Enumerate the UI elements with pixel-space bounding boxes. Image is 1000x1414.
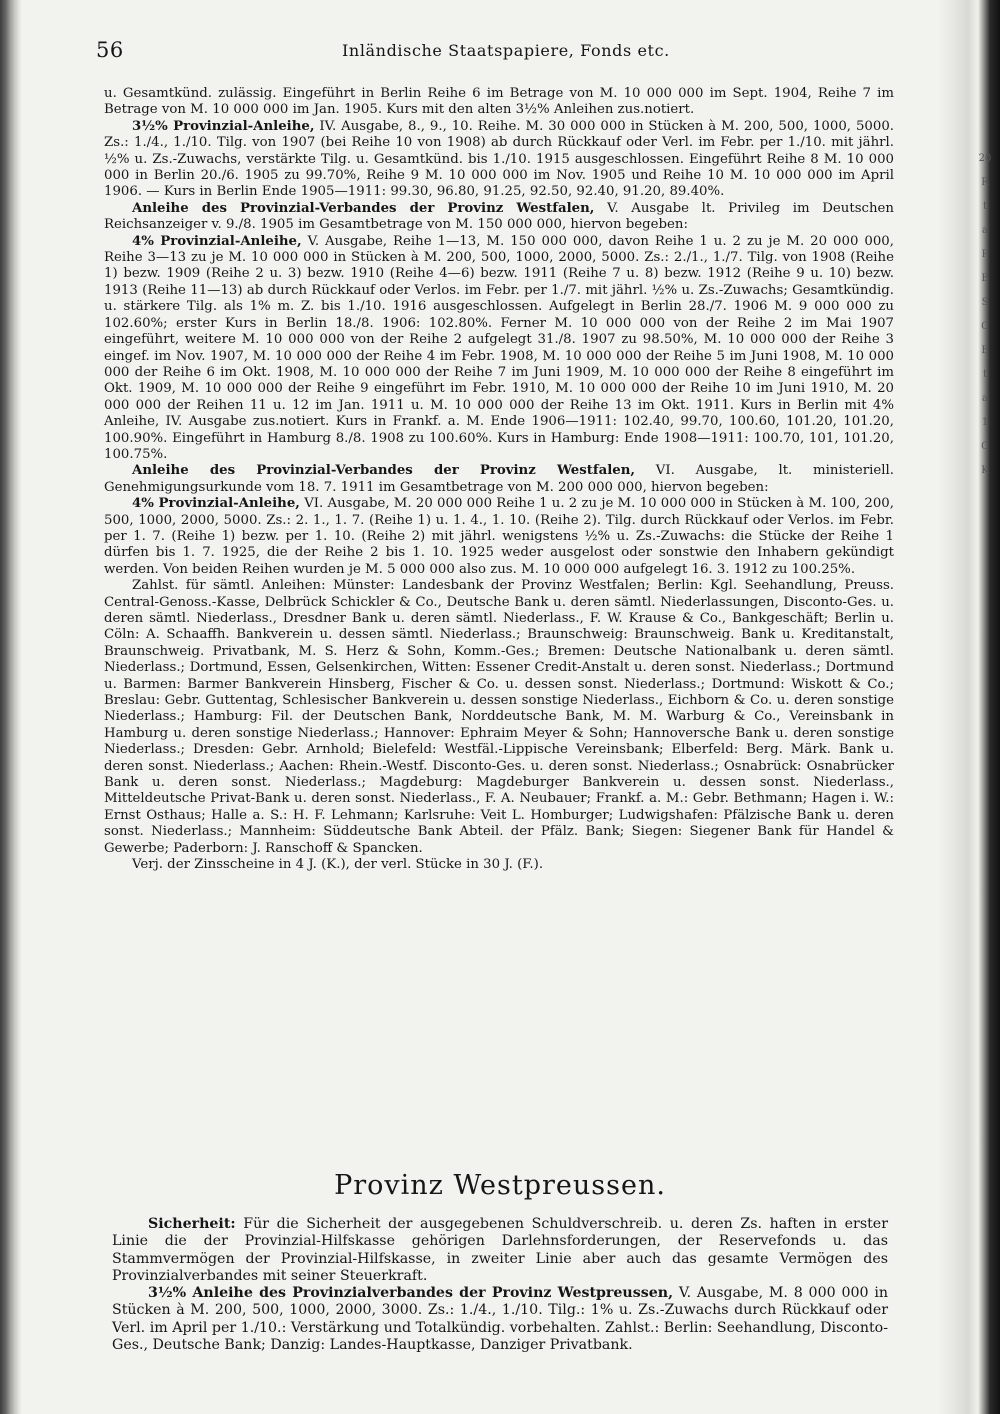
section-paragraph xyxy=(112,1216,888,1285)
margin-fragment: C xyxy=(981,321,989,332)
margin-fragment: C xyxy=(981,441,989,452)
margin-fragment: P xyxy=(981,249,989,260)
paragraph-text: V. Ausgabe lt. Privileg im Deutschen Reichsanzeiger v. 9./8. 1905 im Gesamtbetrage von M. 150 000 000, hiervon begeben: xyxy=(104,200,894,233)
paragraph-heading: 3½% Provinzial-Anleihe, xyxy=(132,118,315,134)
section-paragraph xyxy=(112,1285,888,1354)
margin-fragment: 1 xyxy=(981,417,989,428)
paragraph-text: V. Ausgabe, Reihe 1—13, M. 150 000 000, davon Reihe 1 u. 2 zu je M. 20 000 000, Reihe 3—13 zu je M. 10 000 000 in Stücken à M. 200, 500, 1000, 2000, 5000. Zs.: 2./1., 1./7. Tilg. von 1908 (Reihe 1) bezw. 1909 (Reihe 2 u. 3) bezw. 1910 (Reihe 4—6) bezw. 1911 (Reihe 7 u. 8) bezw. 1912 (Reihe 9 u. 10) bezw. 1913 (Reihe 11—13) ab durch Rückkauf oder Verlos. im Febr. per 1./7. mit jährl. ½% u. Zs.-Zuwachs; Gesamtkündig. u. stärkere Tilg. als 1% m. Z. bis 1./10. 1916 ausgeschlossen. Aufgelegt in Berlin 28./7. 1906 M. 9 000 000 zu 102.60%; erster Kurs in Berlin 18./8. 1906: 102.80%. Ferner M. 10 000 000 von der Reihe 2 im Mai 1907 eingeführt, weitere M. 10 000 000 von der Reihe 2 aufgelegt 31./8. 1907 zu 98.50%, M. 10 000 000 der Reihe 3 eingef. im Nov. 1907, M. 10 000 000 der Reihe 4 im Febr. 1908, M. 10 000 000 der Reihe 5 im Juni 1908, M. 10 000 000 der Reihe 6 im Okt. 1908, M. 10 000 000 der Reihe 7 im Juni 1909, M. 10 000 000 der Reihe 8 eingeführt im Okt. 1909, M. 10 000 000 der Reihe 9 eingeführt im Febr. 1910, M. 10 000 000 der Reihe 10 im Juni 1910, M. 20 000 000 der Reihen 11 u. 12 im Jan. 1911 u. M. 10 000 000 der Reihe 13 im Okt. 1911. Kurs in Berlin mit 4% Anleihe, IV. Ausgabe zus.notiert. Kurs in Frankf. a. M. Ende 1906—1911: 102.40, 99.70, 100.60, 101.20, 101.20, 100.90%. Eingeführt in Hamburg 8./8. 1908 zu 100.60%. Kurs in Hamburg: Ende 1908—1911: 100.70, 101, 101.20, 100.75%. xyxy=(104,233,894,462)
body-paragraph xyxy=(104,463,894,496)
paragraph-text: IV. Ausgabe, 8., 9., 10. Reihe. M. 30 000 000 in Stücken à M. 200, 500, 1000, 5000. Zs.: 1./4., 1./10. Tilg. von 1907 (bei Reihe 10 von 1908) ab durch Rückkauf oder Verl. im Febr. per 1./10. mit jährl. ½% u. Zs.-Zuwachs, verstärkte Tilg. u. Gesamtkünd. bis 1./10. 1915 ausgeschlossen. Eingeführt Reihe 8 M. 10 000 000 in Berlin 20./6. 1905 zu 99.70%, Reihe 9 M. 10 000 000 im Nov. 1905 und Reihe 10 M. 10 000 000 im April 1906. — Kurs in Berlin Ende 1905—1911: 99.30, 96.80, 91.25, 92.50, 92.40, 91.20, 89.40%. xyxy=(104,118,895,200)
margin-fragment: a xyxy=(982,393,988,404)
paragraph-text: Verj. der Zinsscheine in 4 J. (K.), der verl. Stücke in 30 J. (F.). xyxy=(132,857,544,873)
paragraph-heading: 4% Provinzial-Anleihe, xyxy=(132,233,302,249)
paragraph-text: VI. Ausgabe, M. 20 000 000 Reihe 1 u. 2 zu je M. 10 000 000 in Stücken à M. 100, 200, 500, 1000, 2000, 5000. Zs.: 2. 1., 1. 7. (Reihe 1) u. 1. 4., 1. 10. (Reihe 2). Tilg. durch Rückkauf oder Verlos. im Febr. per 1. 7. (Reihe 1) bezw. per 1. 10. (Reihe 2) mit jährl. wenigstens ½% u. Zs.-Zuwachs: die Stücke der Reihe 1 dürfen bis 1. 7. 1925, die der Reihe 2 bis 1. 10. 1925 weder ausgelost oder sonstwie den Inhabern gekündigt werden. Von beiden Reihen wurden je M. 5 000 000 also zus. M. 10 000 000 aufgelegt 16. 3. 1912 zu 100.25%. xyxy=(104,496,894,577)
margin-fragment: K xyxy=(981,465,989,476)
adjacent-page-fragments xyxy=(978,150,992,480)
margin-fragment: S xyxy=(981,297,989,308)
margin-fragment: t xyxy=(982,201,988,212)
body-paragraph xyxy=(104,234,894,464)
body-paragraph xyxy=(104,578,894,857)
paragraph-heading: Anleihe des Provinzial-Verbandes der Provinz Westfalen, xyxy=(132,200,595,216)
body-paragraph xyxy=(104,857,894,873)
body-paragraph xyxy=(104,496,894,578)
running-head: Inländische Staatspapiere, Fonds etc. xyxy=(342,41,670,60)
body-paragraph xyxy=(104,119,894,201)
paragraph-heading: 4% Provinzial-Anleihe, xyxy=(132,496,300,512)
section-body xyxy=(112,1216,888,1354)
book-binding-shadow xyxy=(0,0,22,1414)
page-header xyxy=(96,38,896,64)
paragraph-text: u. Gesamtkünd. zulässig. Eingeführt in Berlin Reihe 6 im Betrage von M. 10 000 000 im Sept. 1904, Reihe 7 im Betrage von M. 10 000 000 im Jan. 1905. Kurs mit den alten 3½% Anleihen zus.notiert. xyxy=(104,86,894,118)
margin-fragment: R xyxy=(981,177,989,188)
paragraph-text: V. Ausgabe, M. 8 000 000 in Stücken à M. 200, 500, 1000, 2000, 3000. Zs.: 1./4., 1./10. Tilg.: 1% u. Zs.-Zuwachs durch Rückkauf oder Verl. im April per 1./10.: Verstärkung und Totalkündig. vorbehalten. Zahlst.: Berlin: Seehandlung, Disconto-Ges., Deutsche Bank; Danzig: Landes-Hauptkasse, Danziger Privatbank. xyxy=(112,1285,888,1354)
section-title: Provinz Westpreussen. xyxy=(334,1170,666,1201)
margin-fragment: a xyxy=(982,225,988,236)
paragraph-heading: Anleihe des Provinzial-Verbandes der Provinz Westfalen, xyxy=(132,463,636,479)
margin-fragment: E xyxy=(981,345,989,356)
paragraph-text: VI. Ausgabe, lt. ministeriell. Genehmigungsurkunde vom 18. 7. 1911 im Gesamtbetrage von M. 200 000 000, hiervon begeben: xyxy=(104,463,894,495)
main-text-column xyxy=(104,86,894,874)
paragraph-heading: Sicherheit: xyxy=(148,1216,236,1232)
margin-fragment: B xyxy=(981,273,989,284)
margin-fragment: 20 xyxy=(978,153,992,164)
margin-fragment: t xyxy=(982,369,988,380)
paragraph-text: Zahlst. für sämtl. Anleihen: Münster: Landesbank der Provinz Westfalen; Berlin: Kgl. Seehandlung, Preuss. Central-Genoss.-Kasse, Delbrück Schickler & Co., Deutsche Bank u. deren sämtl. Niederlassungen, Disconto-Ges. u. deren sämtl. Niederlass., Dresdner Bank u. deren sämtl. Niederlass., F. W. Krause & Co., Bankgeschäft; Berlin u. Cöln: A. Schaaffh. Bankverein u. dessen sämtl. Niederlass.; Braunschweig: Braunschweig. Bank u. Kreditanstalt, Braunschweig. Privatbank, M. S. Herz & Sohn, Komm.-Ges.; Bremen: Deutsche Nationalbank u. deren sämtl. Niederlass.; Dortmund, Essen, Gelsenkirchen, Witten: Essener Credit-Anstalt u. deren sonst. Niederlass.; Dortmund u. Barmen: Barmer Bankverein Hinsberg, Fischer & Co. u. dessen sonst. Niederlass.; Dortmund: Wiskott & Co.; Breslau: Gebr. Guttentag, Schlesischer Bankverein u. dessen sonstige Niederlass., Eichborn & Co. u. deren sonstige Niederlass.; Hamburg: Fil. der Deutschen Bank, Norddeutsche Bank, M. M. Warburg & Co., Vereinsbank in Hamburg u. deren sonstige Niederlass.; Hannover: Ephraim Meyer & Sohn; Hannoversche Bank u. deren sonstige Niederlass.; Dresden: Gebr. Arnhold; Bielefeld: Westfäl.-Lippische Vereinsbank; Elberfeld: Berg. Märk. Bank u. deren sonst. Niederlass.; Aachen: Rhein.-Westf. Disconto-Ges. u. deren sonst. Niederlass.; Osnabrück: Osnabrücker Bank u. deren sonst. Niederlass.; Magdeburg: Magdeburger Bankverein u. dessen sonst. Niederlass., Mitteldeutsche Privat-Bank u. deren sonst. Niederlass., F. A. Neubauer; Frankf. a. M.: Gebr. Bethmann; Hagen i. W.: Ernst Osthaus; Halle a. S.: H. F. Lehmann; Karlsruhe: Veit L. Homburger; Ludwigshafen: Pfälzische Bank u. deren sonst. Niederlass.; Mannheim: Süddeutsche Bank Abteil. der Pfälz. Bank; Siegen: Siegener Bank für Handel & Gewerbe; Paderborn: J. Ranschoff & Spancken. xyxy=(104,578,894,856)
page-number: 56 xyxy=(96,38,124,62)
body-paragraph xyxy=(104,86,894,119)
paragraph-heading: 3½% Anleihe des Provinzialverbandes der Provinz Westpreussen, xyxy=(148,1285,674,1302)
paragraph-text: Für die Sicherheit der ausgegebenen Schuldverschreib. u. deren Zs. haften in erster Linie die der Provinzial-Hilfskasse gehörigen Darlehnsforderungen, der Reservefonds u. das Stammvermögen der Provinzial-Hilfskasse, in zweiter Linie aber auch das gesamte Vermögen des Provinzialverbandes mit seiner Steuerkraft. xyxy=(112,1216,888,1284)
body-paragraph xyxy=(104,201,894,234)
